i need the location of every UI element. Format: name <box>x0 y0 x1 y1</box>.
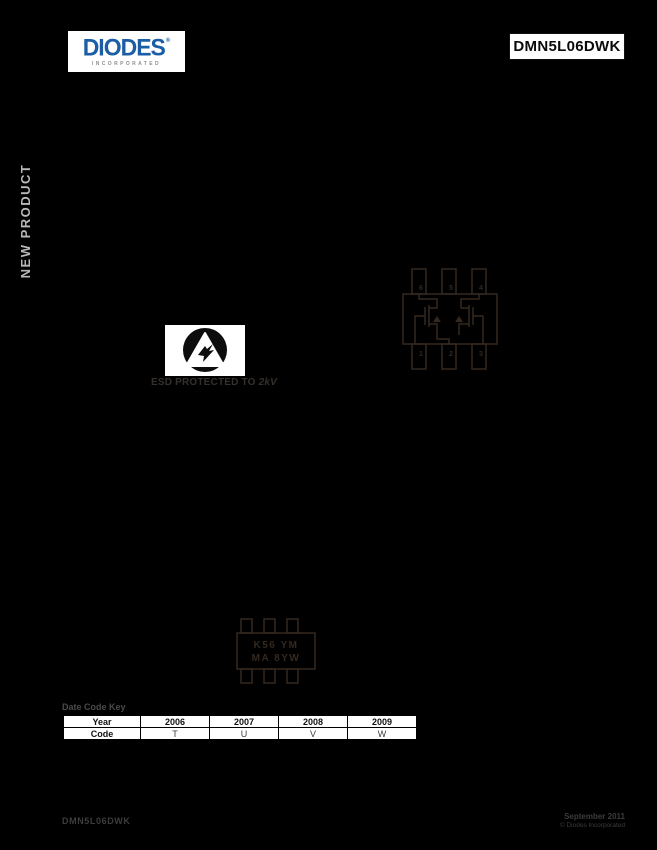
marking-pin <box>287 669 298 683</box>
marking-pin <box>264 669 275 683</box>
footer-copyright: © Diodes Incorporated <box>559 822 625 829</box>
marking-diagram <box>225 611 331 689</box>
table-cell: 2009 <box>348 715 418 728</box>
pin-number: 5 <box>449 285 453 292</box>
marking-code-line2: MA 8YW <box>251 653 301 664</box>
mosfet1-source-lead <box>429 324 449 344</box>
footer-right-block <box>560 812 625 829</box>
esd-caption-value: 2kV <box>258 377 278 388</box>
new-product-banner <box>17 161 35 281</box>
zener-diode-symbol <box>433 316 441 322</box>
table-cell: Year <box>63 715 141 728</box>
diodes-logo-subtext: INCORPORATED <box>92 61 161 67</box>
mosfet2-gate-lead <box>473 316 483 344</box>
pinout-schematic-diagram <box>393 261 505 373</box>
table-cell: 2007 <box>210 715 279 728</box>
diodes-logo <box>68 31 185 72</box>
pin-number: 2 <box>449 351 453 358</box>
table-cell: W <box>348 728 418 741</box>
part-number-box <box>509 33 625 60</box>
pin-number: 4 <box>479 285 483 292</box>
new-product-label: NEW PRODUCT <box>18 163 33 279</box>
marking-pin <box>287 619 298 633</box>
marking-pin <box>264 619 275 633</box>
esd-caption <box>148 377 280 388</box>
zener-diode-symbol <box>455 316 463 322</box>
table-cell: Code <box>63 728 141 741</box>
table-cell: 2008 <box>279 715 348 728</box>
part-number: DMN5L06DWK <box>513 38 621 55</box>
mosfet1-gate-lead <box>415 316 425 344</box>
mosfet1-drain-lead <box>419 294 437 308</box>
mosfet2-source-lead <box>459 324 469 335</box>
footer-date: September 2011 <box>564 812 625 821</box>
table-cell: V <box>279 728 348 741</box>
pin-number: 1 <box>419 351 423 358</box>
marking-code-line1: K56 YM <box>253 640 299 651</box>
date-code-key-title: Date Code Key <box>62 702 126 712</box>
pin-number: 6 <box>419 285 423 292</box>
table-cell: U <box>210 728 279 741</box>
date-code-table <box>62 714 418 741</box>
footer-part-number: DMN5L06DWK <box>62 816 131 826</box>
marking-pin <box>241 619 252 633</box>
esd-symbol-box <box>165 325 245 376</box>
registered-trademark-icon: ® <box>165 38 171 44</box>
marking-pin <box>241 669 252 683</box>
table-row <box>63 728 417 741</box>
diodes-logo-wordmark <box>82 33 171 61</box>
mosfet2-drain-lead <box>461 294 479 308</box>
diodes-logo-text: DIODES <box>82 33 165 61</box>
table-cell: T <box>141 728 210 741</box>
table-cell: 2006 <box>141 715 210 728</box>
table-row <box>63 715 417 728</box>
esd-hand-triangle-icon <box>179 327 231 374</box>
esd-caption-text: ESD PROTECTED TO <box>150 377 256 388</box>
pin-number: 3 <box>479 351 483 358</box>
